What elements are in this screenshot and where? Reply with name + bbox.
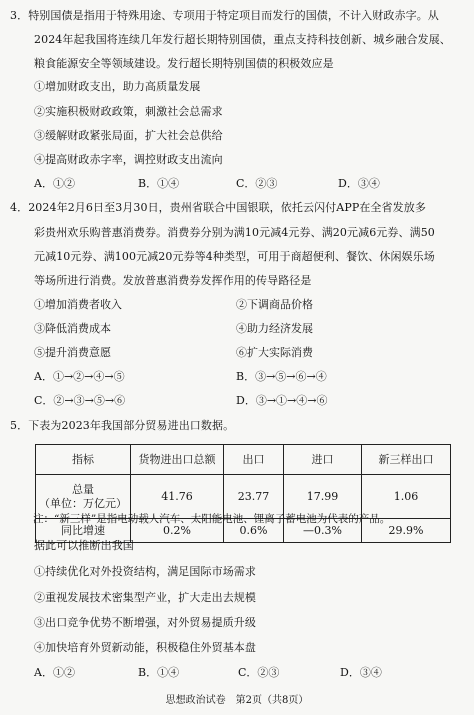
table-cell: 0.6% bbox=[224, 519, 284, 543]
q3-stem-line-1: 3．特别国债是指用于特殊用途、专项用于特定项目而发行的国债，不计入财政赤字。从 bbox=[10, 9, 439, 22]
table-note: 注：“新三样”是指电动载人汽车、太阳能电池、锂离子蓄电池为代表的产品。 bbox=[33, 513, 391, 525]
q5-item-4: ④加快培育外贸新动能，积极稳住外贸基本盘 bbox=[34, 641, 256, 654]
q4-option-b[interactable]: B．③→⑤→⑥→④ bbox=[236, 370, 327, 383]
q5-option-b[interactable]: B．①④ bbox=[138, 666, 180, 679]
page-footer: 思想政治试卷 第2页（共8页） bbox=[165, 695, 309, 706]
table-header-row bbox=[36, 445, 451, 475]
trade-data-table bbox=[35, 444, 451, 543]
row-label-line: （单位：万亿元） bbox=[39, 496, 127, 510]
q4-item-3: ③降低消费成本 bbox=[34, 322, 111, 335]
row-label-line: 总量 bbox=[72, 482, 94, 496]
q4-option-a[interactable]: A．①→②→④→⑤ bbox=[34, 370, 125, 383]
q5-option-a[interactable]: A．①② bbox=[34, 666, 75, 679]
q3-option-d[interactable]: D．③④ bbox=[338, 177, 380, 190]
q4-item-1: ①增加消费者收入 bbox=[34, 298, 122, 311]
table-cell: —0.3% bbox=[284, 519, 362, 543]
q3-option-b[interactable]: B．①④ bbox=[138, 177, 180, 190]
table-cell: 29.9% bbox=[362, 519, 451, 543]
q5-option-c[interactable]: C．②③ bbox=[238, 666, 280, 679]
q3-option-c[interactable]: C．②③ bbox=[236, 177, 278, 190]
q5-stem: 5．下表为2023年我国部分贸易进出口数据。 bbox=[10, 419, 235, 432]
table-header-cell: 新三样出口 bbox=[362, 445, 451, 475]
table-cell: 41.76 bbox=[131, 475, 224, 519]
table-row-label: 同比增速 bbox=[36, 519, 131, 543]
table-header-cell: 指标 bbox=[36, 445, 131, 475]
q4-option-c[interactable]: C．②→③→⑤→⑥ bbox=[34, 394, 126, 407]
q3-stem-line-3: 粮食能源安全等领域建设。发行超长期特别国债的积极效应是 bbox=[34, 57, 334, 70]
q5-item-3: ③出口竞争优势不断增强，对外贸易提质升级 bbox=[34, 616, 256, 629]
q4-item-6: ⑥扩大实际消费 bbox=[236, 346, 313, 359]
q3-option-a[interactable]: A．①② bbox=[34, 177, 75, 190]
table-row bbox=[36, 475, 451, 519]
q4-stem-line-2: 彩贵州欢乐购普惠消费券。消费券分别为满10元减4元券、满20元减6元券、满50 bbox=[34, 226, 435, 239]
table-row-label bbox=[36, 475, 131, 519]
table-header-cell: 出口 bbox=[224, 445, 284, 475]
q4-stem-line-3: 元减10元券、满100元减20元券等4种类型，可用于商超便利、餐饮、休闲娱乐场 bbox=[34, 250, 435, 263]
q4-item-4: ④助力经济发展 bbox=[236, 322, 313, 335]
table-cell: 17.99 bbox=[284, 475, 362, 519]
q3-item-4: ④提高财政赤字率，调控财政支出流向 bbox=[34, 153, 223, 166]
q4-option-d[interactable]: D．③→①→④→⑥ bbox=[236, 394, 328, 407]
q3-stem-line-2: 2024年起我国将连续几年发行超长期特别国债，重点支持科技创新、城乡融合发展、 bbox=[34, 33, 451, 46]
q3-item-1: ①增加财政支出，助力高质量发展 bbox=[34, 80, 201, 93]
q3-item-3: ③缓解财政紧张局面，扩大社会总供给 bbox=[34, 129, 223, 142]
table-header-cell: 进口 bbox=[284, 445, 362, 475]
q4-stem-line-1: 4．2024年2月6日至3月30日，贵州省联合中国银联，依托云闪付APP在全省发放多 bbox=[10, 201, 426, 214]
table-cell: 23.77 bbox=[224, 475, 284, 519]
q5-item-2: ②重视发展技术密集型产业，扩大走出去规模 bbox=[34, 591, 256, 604]
table-header-cell: 货物进出口总额 bbox=[131, 445, 224, 475]
q5-option-d[interactable]: D．③④ bbox=[340, 666, 382, 679]
table-cell: 0.2% bbox=[131, 519, 224, 543]
table-cell: 1.06 bbox=[362, 475, 451, 519]
q4-stem-line-4: 等场所进行消费。发放普惠消费券发挥作用的传导路径是 bbox=[34, 274, 312, 287]
q5-item-1: ①持续优化对外投资结构，满足国际市场需求 bbox=[34, 565, 256, 578]
q4-item-5: ⑤提升消费意愿 bbox=[34, 346, 111, 359]
q5-lead: 据此可以推断出我国 bbox=[34, 539, 134, 552]
q4-item-2: ②下调商品价格 bbox=[236, 298, 313, 311]
q3-item-2: ②实施积极财政政策，刺激社会总需求 bbox=[34, 105, 223, 118]
